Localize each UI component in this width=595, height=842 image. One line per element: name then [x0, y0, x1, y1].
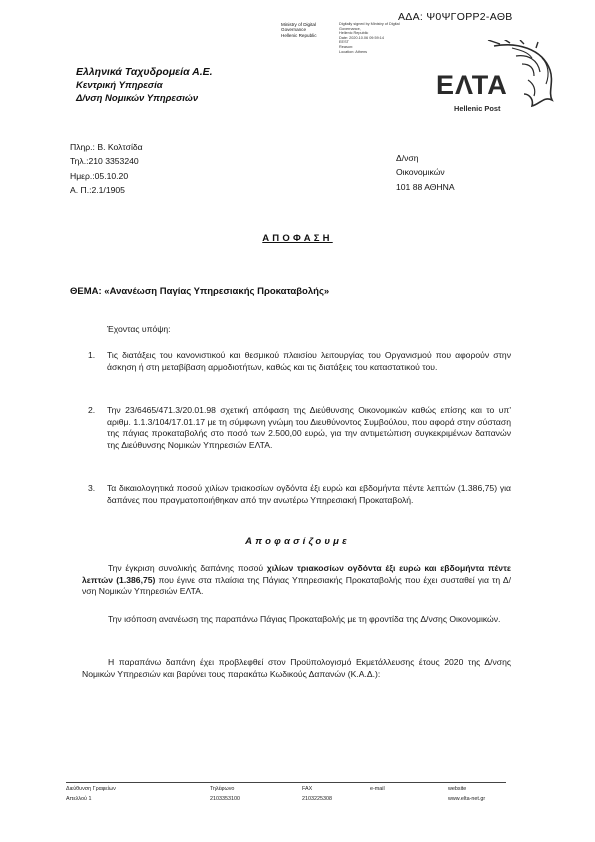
item-text: Τις διατάξεις του κανονιστικού και θεσμικού πλαισίου λειτουργίας του Οργανισμού που αφορούν στην άσκηση ή στη μεταβίβαση αρμοδιοτήτων, καθώς και τις διατάξεις του καταστατικού του.: [107, 350, 511, 372]
footer-header: e-mail: [370, 786, 385, 792]
item-number: 1.: [88, 350, 96, 360]
footer-divider: [66, 782, 506, 783]
signature-line: Ministry of Digital: [281, 22, 316, 27]
decision-heading: Αποφασίζουμε: [245, 536, 350, 547]
decision-text: Την έγκριση συνολικής δαπάνης ποσού: [108, 563, 267, 573]
document-title: ΑΠΟΦΑΣΗ: [262, 233, 333, 244]
org-unit: Κεντρική Υπηρεσία: [76, 80, 163, 91]
signature-detail-line: EEST: [339, 40, 349, 45]
footer-header: Διεύθυνση Γραφείων: [66, 786, 116, 792]
footer-header: website: [448, 786, 467, 792]
signature-line: Hellenic Republic: [281, 32, 317, 38]
signature-detail-line: Location: Athens: [339, 49, 368, 54]
org-department: Δ/νση Νομικών Υπηρεσιών: [76, 93, 199, 104]
signature-detail-line: Hellenic Republic: [339, 31, 369, 36]
ada-code: ΑΔΑ: Ψ0ΨΓΟΡΡ2-ΑΘΒ: [398, 11, 513, 23]
decision-paragraph: Η παραπάνω δαπάνη έχει προβλεφθεί στον Προϋπολογισμό Εκμετάλλευσης έτους 2020 της Δ/νσης Νομικών Υπηρεσιών και βαρύνει τους παρακάτω Κωδικούς Δαπανών (Κ.Α.Δ.):: [82, 657, 511, 679]
org-name: Ελληνικά Ταχυδρομεία Α.Ε.: [76, 66, 213, 78]
ref-date: Ημερ.:05.10.20: [70, 170, 129, 181]
ref-phone: Τηλ.:210 3353240: [70, 156, 139, 167]
signature-issuer: [281, 22, 339, 38]
recipient-line: Δ/νση: [396, 153, 419, 163]
signature-detail-line: Reason:: [339, 44, 354, 49]
logo-subtitle: Hellenic Post: [454, 104, 501, 113]
item-text: Την 23/6465/471.3/20.01.98 σχετική απόφαση της Διεύθυνσης Οικονομικών καθώς επίσης και το υπ' αριθμ. 1.1.3/104/17.01.17 με τη σύμφωνη γνώμη του Διευθύνοντος Συμβούλου, που αφορά στην σύσταση της πάγιας προκαταβολής στο ποσό των 2.500,00 ευρώ, για την αντιμετώπιση συγκεκριμένων δαπανών της Διεύθυνσης Νομικών Υπηρεσιών ΕΛΤΑ.: [107, 405, 511, 450]
footer-address: Απελλού 1: [66, 796, 92, 802]
signature-detail-line: Digitally signed by Ministry of Digital Governance,: [339, 22, 400, 31]
decision-text: που έγινε στα πλαίσια της Πάγιας Υπηρεσιακής Προκαταβολής που έχει συσταθεί για τη Δ/νση Νομικών Υπηρεσιών ΕΛΤΑ.: [82, 574, 511, 597]
item-number: 2.: [88, 405, 96, 415]
footer-phone: 2103353100: [210, 796, 240, 802]
recipient-line: 101 88 ΑΘΗΝΑ: [396, 181, 455, 192]
decision-paragraph: Την ισόποση ανανέωση της παραπάνω Πάγιας Προκαταβολής με τη φροντίδα της Δ/νσης Οικονομικών.: [108, 614, 501, 624]
signature-line: Governance: [281, 27, 307, 33]
considering-label: Έχοντας υπόψη:: [107, 324, 171, 334]
document-subject: ΘΕΜΑ: «Ανανέωση Παγίας Υπηρεσιακής Προκαταβολής»: [70, 286, 330, 297]
item-text: Τα δικαιολογητικά ποσού χιλίων τριακοσίων ογδόντα έξι ευρώ και εβδομήντα πέντε λεπτών (1.386,75) για δαπάνες που πραγματοποιήθηκαν από την ανωτέρω Υπηρεσιακή Προκαταβολή.: [107, 483, 511, 505]
footer-header: FAX: [302, 786, 313, 792]
elta-logo: [424, 40, 564, 122]
organization-header: [76, 66, 213, 105]
footer-fax: 2103225308: [302, 796, 332, 802]
decision-amount: χιλίων τριακοσίων ογδόντα έξι ευρώ και εβδομήντα πέντε λεπτών (1.386,75): [82, 563, 511, 585]
ref-protocol-number: Α. Π.:2.1/1905: [70, 184, 125, 195]
recipient-block: [396, 151, 455, 194]
footer-header: Τηλέφωνο: [210, 786, 235, 792]
footer-website[interactable]: www.elta-net.gr: [448, 796, 486, 802]
signature-detail-line: Date: 2020.10.06 09:59:14: [339, 35, 384, 40]
reference-block: [70, 140, 143, 197]
recipient-line: Οικονομικών: [396, 167, 445, 178]
logo-text: ΕΛΤΑ: [436, 70, 508, 100]
ref-contact: Πληρ.: Β. Κολτσίδα: [70, 142, 143, 152]
item-number: 3.: [88, 483, 96, 493]
signature-details: [339, 22, 403, 54]
decision-paragraph: [82, 563, 511, 598]
